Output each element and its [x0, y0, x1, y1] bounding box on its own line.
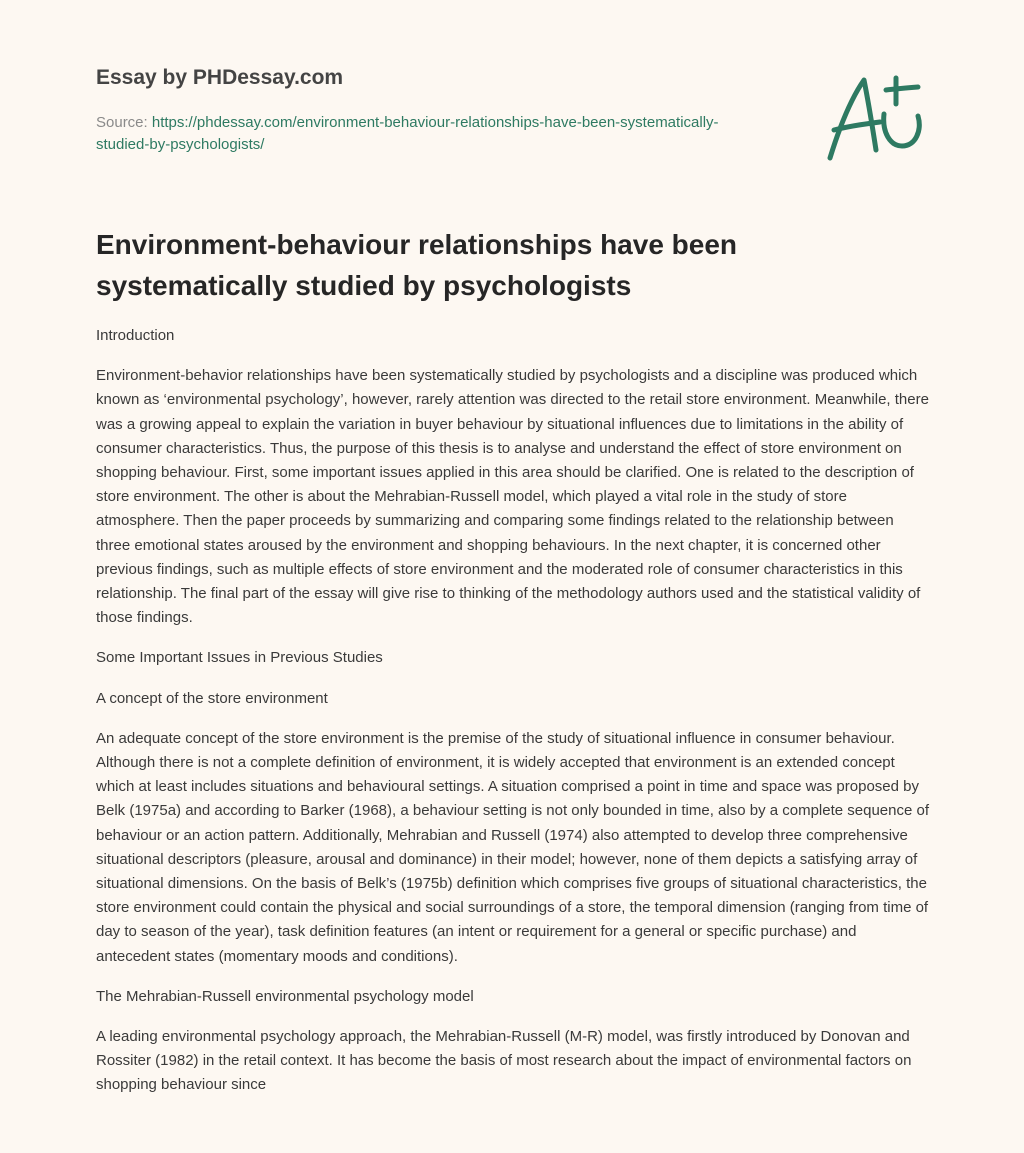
a-plus-grade-icon: [826, 66, 930, 166]
source-line: [96, 112, 736, 156]
source-label: Source:: [96, 114, 152, 131]
essay-body: [96, 324, 932, 1114]
essay-title: Environment-behaviour relationships have been systematically studied by psychologists: [96, 229, 738, 301]
paragraph: An adequate concept of the store environment is the premise of the study of situational influence in consumer behaviour. Although there is not a complete definition of environment, it is widely accepted that environment is an extended concept which at least includes situations and behavioural settings. A situation comprised a point in time and space was proposed by Belk (1975a) and according to Barker (1968), a behaviour setting is not only bounded in time, also by a complete sequence of behaviour or an action pattern. Additionally, Mehrabian and Russell (1974) also attempted to develop three comprehensive situational descriptors (pleasure, arousal and dominance) in their model; however, none of them depicts a satisfying array of situational dimensions. On the basis of Belk’s (1975b) definition which comprises five groups of situational characteristics, the store environment could contain the physical and social surroundings of a store, the temporal dimension (ranging from time of day to season of the year), task definition features (an intent or requirement for a general or specific purchase) and antecedent states (momentary moods and conditions).: [96, 729, 930, 965]
subheading-store-environment: A concept of the store environment: [96, 689, 328, 707]
subheading-mr-model: The Mehrabian-Russell environmental psychology model: [96, 987, 474, 1005]
site-brand: Essay by PHDessay.com: [96, 66, 344, 89]
section-heading-introduction: Introduction: [96, 327, 175, 344]
paragraph: A leading environmental psychology approach, the Mehrabian-Russell (M-R) model, was firstly introduced by Donovan and Rossiter (1982) in the retail context. It has become the basis of most research about the impact of environmental factors on shopping behaviour since: [96, 1028, 912, 1094]
source-link[interactable]: https://phdessay.com/environment-behaviour-relationships-have-been-systematically-studied-by-psychologists/: [96, 114, 719, 153]
paragraph: Environment-behavior relationships have been systematically studied by psychologists and a discipline was produced which known as ‘environmental psychology’, however, rarely attention was directed to the retail store environment. Meanwhile, there was a growing appeal to explain the variation in buyer behaviour by situational influences due to limitations in the ability of consumer characteristics. Thus, the purpose of this thesis is to analyse and understand the effect of store environment on shopping behaviour. First, some important issues applied in this area should be clarified. One is related to the description of store environment. The other is about the Mehrabian-Russell model, which played a vital role in the study of store atmosphere. Then the paper proceeds by summarizing and comparing some findings related to the relationship between three emotional states aroused by the environment and shopping behaviours. In the next chapter, it is concerned other previous findings, such as multiple effects of store environment and the moderated role of consumer characteristics in this relationship. The final part of the essay will give rise to thinking of the methodology authors used and the statistical validity of those findings.: [96, 367, 929, 627]
section-heading-important-issues: Some Important Issues in Previous Studies: [96, 649, 383, 667]
